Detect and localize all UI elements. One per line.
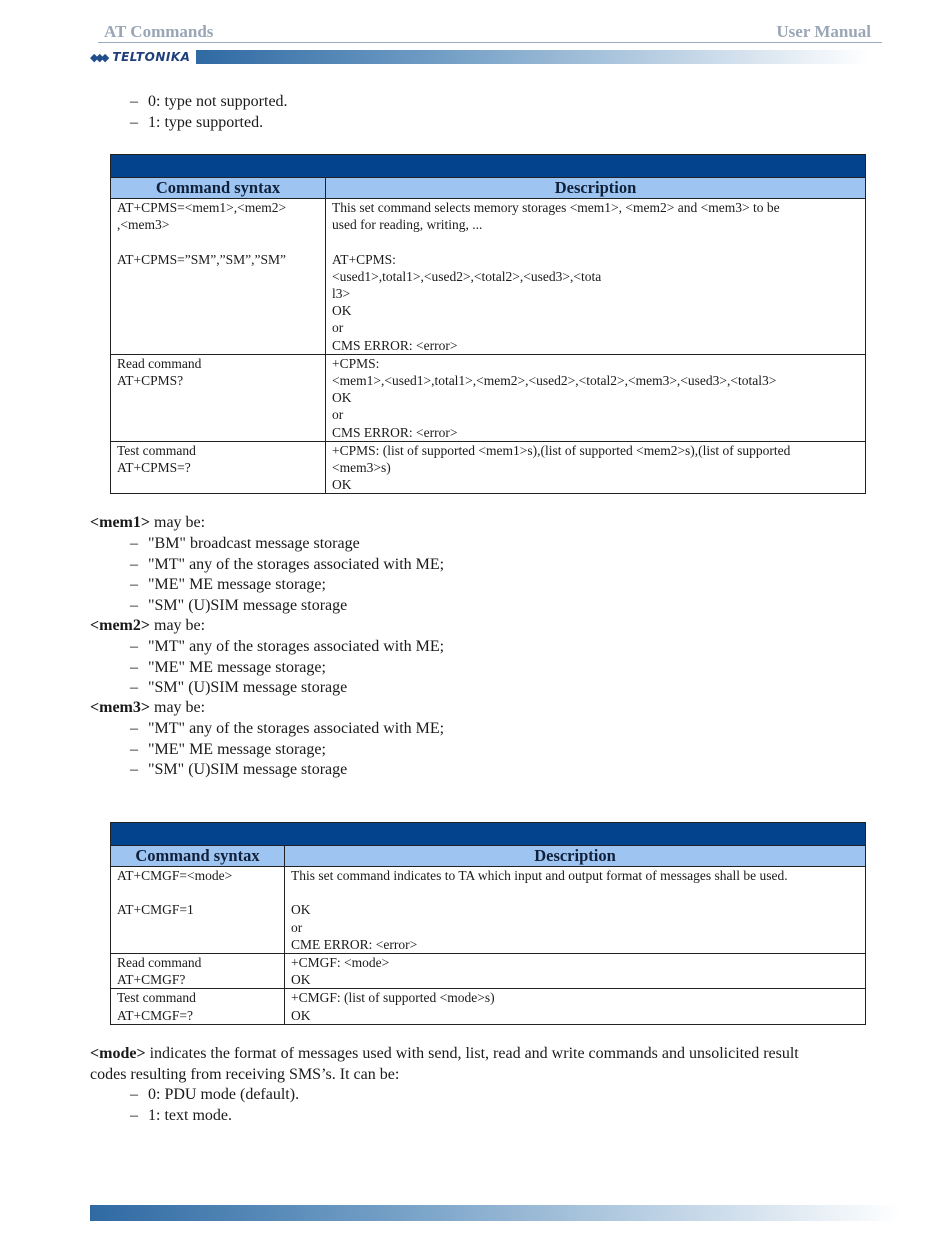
cell-line: CMS ERROR: <error> xyxy=(332,337,458,353)
cell-line: This set command indicates to TA which input and output format of messages shall be used. xyxy=(291,868,788,883)
mem3-list xyxy=(130,719,444,781)
mem1-intro xyxy=(90,513,205,534)
cell-line: OK xyxy=(332,303,352,319)
mem2-intro xyxy=(90,616,205,637)
param-term: <mem1> xyxy=(90,514,150,531)
cell-line: OK xyxy=(332,390,352,406)
command-syntax-cell xyxy=(111,354,326,441)
list-item: – "ME" ME message storage; xyxy=(130,740,444,761)
mem1-list xyxy=(130,534,444,616)
param-term: <mem3> xyxy=(90,699,150,716)
footer-gradient-bar xyxy=(90,1205,902,1221)
cell-line: used for reading, writing, ... xyxy=(332,217,483,233)
header-title-right: User Manual xyxy=(776,22,871,41)
column-header-description: Description xyxy=(326,178,866,199)
mode-description xyxy=(90,1044,885,1085)
header-divider xyxy=(98,42,882,43)
cell-line: AT+CPMS=”SM”,”SM”,”SM” xyxy=(117,251,286,267)
cpms-command-table xyxy=(110,154,866,494)
list-item: – "SM" (U)SIM message storage xyxy=(130,596,444,617)
logo-row xyxy=(90,48,870,66)
cell-line: AT+CPMS: xyxy=(332,251,396,267)
cell-line: Read command xyxy=(117,355,202,371)
list-item: – 0: PDU mode (default). xyxy=(130,1085,299,1106)
command-syntax-cell xyxy=(111,867,285,954)
param-intro-text: may be: xyxy=(150,617,206,634)
cell-line: Test command xyxy=(117,442,196,458)
teltonika-logo xyxy=(90,48,194,66)
table-header-row xyxy=(111,178,866,199)
logo-text: TELTONIKA xyxy=(112,50,191,64)
cell-line: l3> xyxy=(332,286,351,301)
mode-intro-text-line2: codes resulting from receiving SMS’s. It can be: xyxy=(90,1065,400,1083)
type-support-list xyxy=(130,92,288,133)
logo-mark-icon: ◆◆◆ xyxy=(90,50,107,64)
cell-line: AT+CMGF=<mode> xyxy=(117,868,233,883)
description-cell xyxy=(326,354,866,441)
list-item: – 1: type supported. xyxy=(130,113,288,134)
cell-line: <mem3>s) xyxy=(332,460,391,476)
description-cell xyxy=(326,441,866,494)
cell-line: Test command xyxy=(117,990,196,1006)
table-row xyxy=(111,954,866,989)
table-title-bar xyxy=(111,823,866,846)
param-term: <mem2> xyxy=(90,617,150,634)
column-header-command-syntax: Command syntax xyxy=(111,846,285,867)
cell-line: +CMGF: (list of supported <mode>s) xyxy=(291,990,495,1006)
list-item: – "BM" broadcast message storage xyxy=(130,534,444,555)
list-item: – 1: text mode. xyxy=(130,1106,299,1127)
cell-line: or xyxy=(291,919,303,935)
command-syntax-cell xyxy=(111,199,326,355)
list-item: – "ME" ME message storage; xyxy=(130,575,444,596)
table-row xyxy=(111,867,866,954)
list-item: – 0: type not supported. xyxy=(130,92,288,113)
param-intro-text: may be: xyxy=(150,699,206,716)
param-intro-text: may be: xyxy=(150,514,206,531)
cell-line: <used1>,total1>,<used2>,<total2>,<used3>,<tota xyxy=(332,268,602,284)
cell-line: or xyxy=(332,407,344,423)
cell-line: ,<mem3> xyxy=(117,217,170,233)
table-header-row xyxy=(111,846,866,867)
cell-line: Read command xyxy=(117,955,202,970)
cell-line: AT+CMGF=1 xyxy=(117,902,194,918)
cell-line: OK xyxy=(332,477,352,493)
cell-line: This set command selects memory storages <mem1>, <mem2> and <mem3> to be xyxy=(332,200,780,215)
mem2-list xyxy=(130,637,444,699)
command-syntax-cell xyxy=(111,989,285,1024)
description-cell xyxy=(285,867,866,954)
command-syntax-cell xyxy=(111,954,285,989)
cell-line: <mem1>,<used1>,total1>,<mem2>,<used2>,<total2>,<mem3>,<used3>,<total3> xyxy=(332,373,777,389)
description-cell xyxy=(326,199,866,355)
table-row xyxy=(111,199,866,355)
cell-line: AT+CMGF? xyxy=(117,972,186,988)
list-item: – "MT" any of the storages associated with ME; xyxy=(130,555,444,576)
list-item: – "MT" any of the storages associated with ME; xyxy=(130,719,444,740)
cell-line: +CPMS: (list of supported <mem1>s),(list of supported <mem2>s),(list of supported xyxy=(332,442,791,458)
mode-list xyxy=(130,1085,299,1126)
header-gradient-bar xyxy=(196,50,870,64)
param-term: <mode> xyxy=(90,1045,146,1062)
command-syntax-cell xyxy=(111,441,326,494)
mem3-intro xyxy=(90,698,205,719)
table-row xyxy=(111,354,866,441)
cell-line: AT+CPMS=<mem1>,<mem2> xyxy=(117,200,287,215)
column-header-command-syntax: Command syntax xyxy=(111,178,326,199)
cell-line: +CMGF: <mode> xyxy=(291,955,390,970)
list-item: – "SM" (U)SIM message storage xyxy=(130,678,444,699)
description-cell xyxy=(285,989,866,1024)
cell-line: AT+CPMS=? xyxy=(117,460,191,476)
table-row xyxy=(111,989,866,1024)
cell-line: AT+CMGF=? xyxy=(117,1007,193,1023)
cell-line: AT+CPMS? xyxy=(117,373,184,389)
list-item: – "SM" (U)SIM message storage xyxy=(130,760,444,781)
table-title-bar xyxy=(111,155,866,178)
header-title-left: AT Commands xyxy=(104,22,214,41)
list-item: – "ME" ME message storage; xyxy=(130,658,444,679)
cell-line: OK xyxy=(291,972,311,988)
mode-intro-text: indicates the format of messages used with send, list, read and write commands and unsolicited result xyxy=(145,1045,799,1062)
cell-line: OK xyxy=(291,1007,311,1023)
cell-line: OK xyxy=(291,902,311,918)
list-item: – "MT" any of the storages associated with ME; xyxy=(130,637,444,658)
cell-line: CMS ERROR: <error> xyxy=(332,424,458,440)
column-header-description: Description xyxy=(285,846,866,867)
cell-line: or xyxy=(332,320,344,336)
cell-line: +CPMS: xyxy=(332,355,380,371)
cmgf-command-table xyxy=(110,822,866,1025)
description-cell xyxy=(285,954,866,989)
cell-line: CME ERROR: <error> xyxy=(291,936,418,952)
table-row xyxy=(111,441,866,494)
